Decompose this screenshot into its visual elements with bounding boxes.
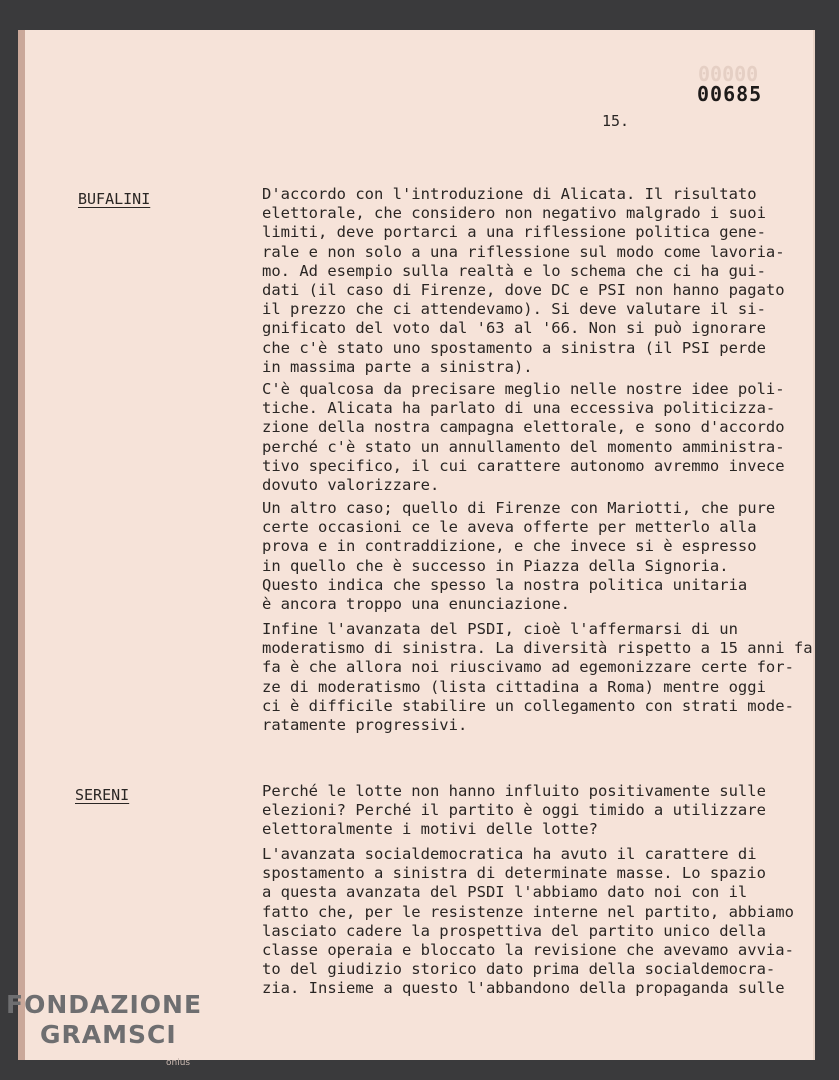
bufalini-paragraph-1: D'accordo con l'introduzione di Alicata. Il risultato elettorale, che considero non negativo malgrado i suoi limiti, deve portarci a una riflessione politica gene- rale e non solo a una riflessione sul modo come lavoria- mo. Ad esempio sulla realtà e lo schema che ci ha gui- dati (il caso di Firenze, dove DC e PSI non hanno pagato il prezzo che ci attendevamo). Si deve valutare il si- gnificato del voto dal '63 al '66. Non si può ignorare che c'è stato uno spostamento a sinistra (il PSI perde in massima parte a sinistra). — [262, 185, 785, 376]
watermark-line-2: GRAMSCI — [40, 1020, 177, 1049]
page-number: 15. — [602, 112, 630, 130]
sereni-paragraph-1: Perché le lotte non hanno influito positivamente sulle elezioni? Perché il partito è oggi timido a utilizzare elettoralmente i motivi delle lotte? — [262, 782, 766, 839]
sereni-paragraph-2: L'avanzata socialdemocratica ha avuto il carattere di spostamento a sinistra di determinate masse. Lo spazio a questa avanzata del PSDI l'abbiamo dato noi con il fatto che, per le resistenze interne nel partito, abbiamo lasciato cadere la prospettiva del partito unico della classe operaia e bloccato la revisione che avevamo avvia- to del giudizio storico dato prima della socialdemocra- zia. Insieme a questo l'abbandono della propaganda sulle — [262, 845, 794, 998]
fondazione-gramsci-watermark — [6, 990, 203, 1068]
document-number: 00685 — [697, 82, 763, 106]
speaker-name-bufalini: BUFALINI — [78, 190, 151, 208]
bufalini-paragraph-4: Infine l'avanzata del PSDI, cioè l'affermarsi di un moderatismo di sinistra. La diversità rispetto a 15 anni fa fa è che allora noi riuscivamo ad egemonizzare certe for- ze di moderatismo (lista cittadina a Roma) mentre oggi ci è difficile stabilire un collegamento con strati mode- ratamente progressivi. — [262, 620, 813, 735]
watermark-line-1: FONDAZIONE — [6, 990, 203, 1019]
bufalini-paragraph-3: Un altro caso; quello di Firenze con Mariotti, che pure certe occasioni ce le aveva offerte per metterlo alla prova e in contraddizione, e che invece si è espresso in quello che è successo in Piazza della Signoria. Questo indica che spesso la nostra politica unitaria è ancora troppo una enunciazione. — [262, 499, 776, 614]
bufalini-paragraph-2: C'è qualcosa da precisare meglio nelle nostre idee poli- tiche. Alicata ha parlato di una eccessiva politicizza- zione della nostra campagna elettorale, e sono d'accordo perché c'è stato un annullamento del momento amministra- tivo specifico, il cui carattere autonomo avremmo invece dovuto valorizzare. — [262, 380, 785, 495]
speaker-name-sereni: SERENI — [75, 786, 130, 804]
bleed-through-number: 00000 — [698, 62, 759, 86]
watermark-line-3: onlus — [166, 1058, 191, 1068]
